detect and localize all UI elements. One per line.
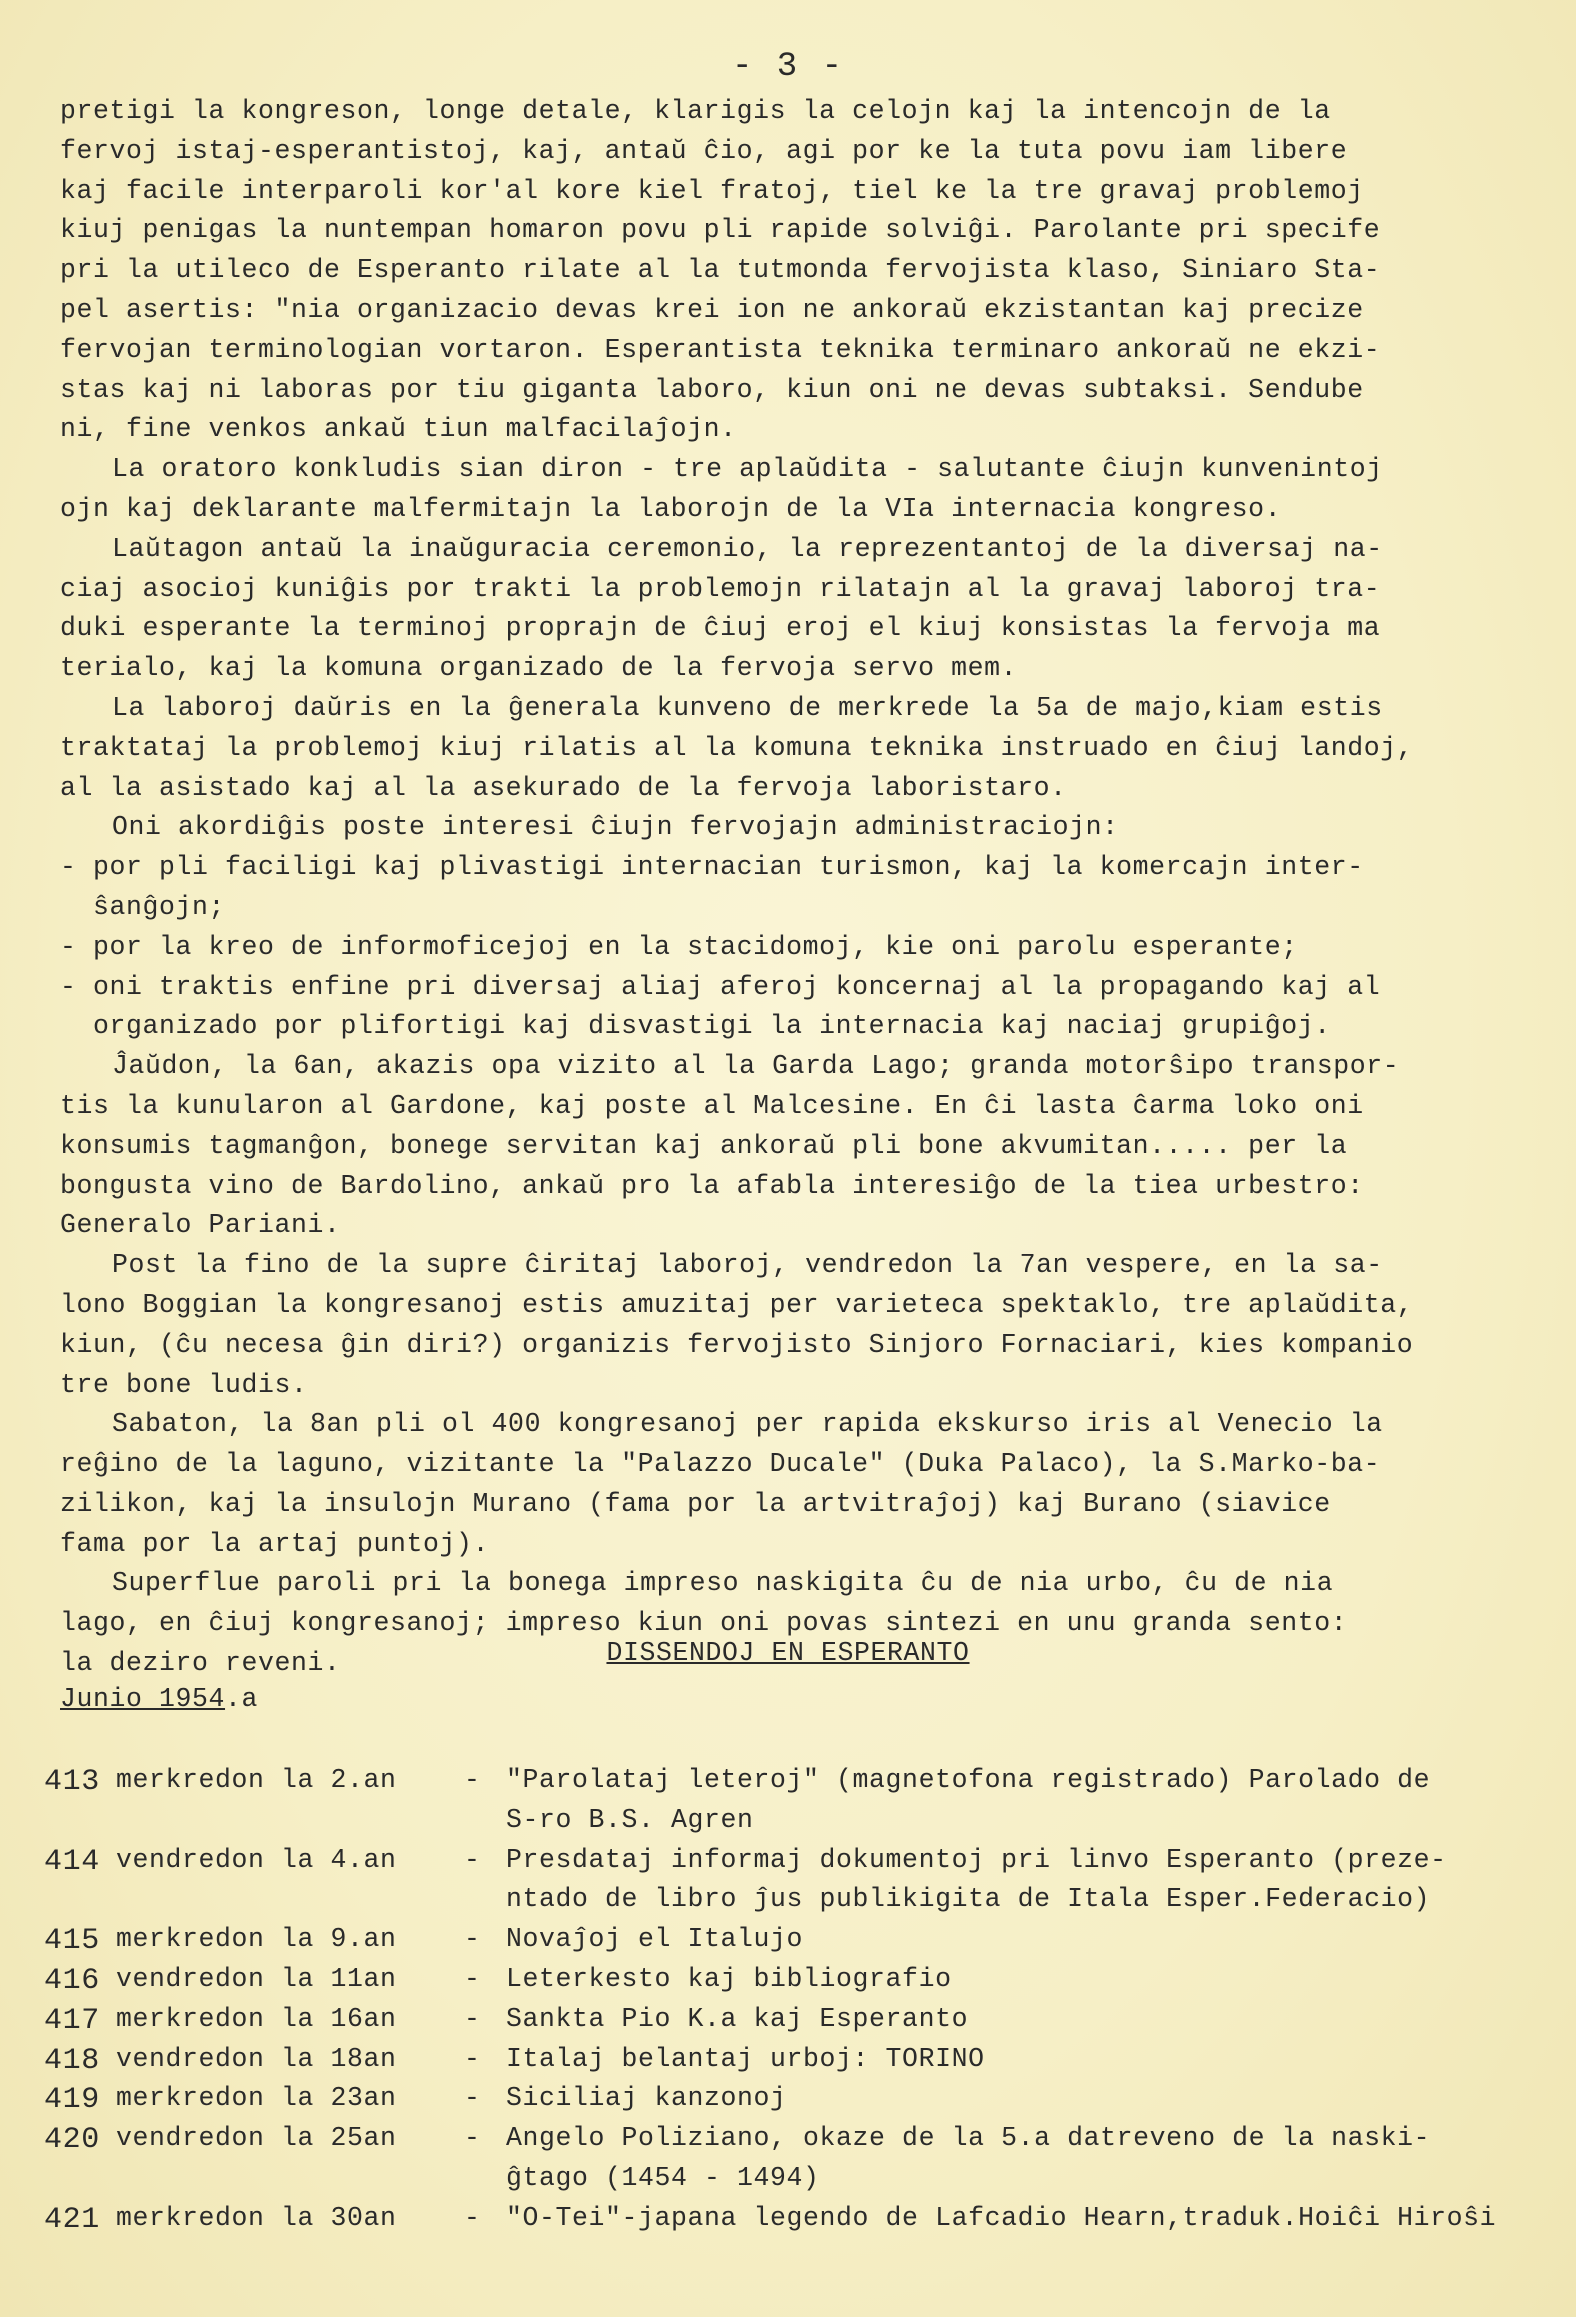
text-line: duki esperante la terminoj proprajn de ĉiuj eroj el kiuj konsistas la fervoja ma — [60, 613, 1381, 644]
schedule-title-continuation: ĝtago (1454 - 1494) — [506, 2162, 820, 2193]
schedule-title: Presdataj informaj dokumentoj pri linvo Esperanto (preze- — [506, 1844, 1447, 1875]
schedule-dash: - — [464, 2202, 481, 2233]
schedule-row — [44, 2083, 1524, 2123]
schedule-number: 421 — [44, 2202, 100, 2237]
schedule-title: Italaj belantaj urboj: TORINO — [506, 2043, 985, 2074]
schedule-dash: - — [464, 2003, 481, 2034]
text-line: ciaj asocioj kuniĝis por trakti la problemojn rilatajn al la gravaj laboroj tra- — [60, 573, 1381, 604]
schedule-title-continuation: ntado de libro ĵus publikigita de Itala Esper.Federacio) — [506, 1884, 1431, 1915]
schedule-title: "O-Tei"-japana legendo de Lafcadio Hearn,traduk.Hoiĉi Hiroŝi — [506, 2202, 1497, 2233]
month-label — [60, 1684, 258, 1714]
text-line: fervoj istaj-esperantistoj, kaj, antaŭ ĉio, agi por ke la tuta povu iam libere — [60, 135, 1348, 166]
text-line: pretigi la kongreson, longe detale, klarigis la celojn kaj la intencojn de la — [60, 96, 1331, 126]
text-line: Generalo Pariani. — [60, 1210, 341, 1241]
text-line: pel asertis: "nia organizacio devas krei ion ne ankoraŭ ekzistantan kaj precize — [60, 294, 1364, 325]
schedule-title: Leterkesto kaj bibliografio — [506, 1963, 952, 1994]
text-line: Superflue paroli pri la bonega impreso naskigita ĉu de nia urbo, ĉu de nia — [112, 1568, 1334, 1599]
month-suffix: .a — [225, 1684, 259, 1714]
text-line: ŝanĝojn; — [60, 891, 226, 922]
text-line: - por pli faciligi kaj plivastigi internacian turismon, kaj la komercajn inter- — [60, 852, 1364, 883]
schedule-dash: - — [464, 1765, 481, 1795]
text-line: al la asistado kaj al la asekurado de la fervoja laboristaro. — [60, 772, 1067, 803]
text-line: bongusta vino de Bardolino, ankaŭ pro la afabla interesiĝo de la tiea urbestro: — [60, 1170, 1364, 1201]
text-line: - oni traktis enfine pri diversaj aliaj aferoj koncernaj al la propagando kaj al — [60, 971, 1381, 1002]
schedule-day: merkredon la 16an — [116, 2003, 397, 2034]
broadcast-schedule — [44, 1765, 1524, 2243]
text-line: konsumis tagmanĝon, bonege servitan kaj ankoraŭ pli bone akvumitan..... per la — [60, 1130, 1348, 1161]
text-line: lono Boggian la kongresanoj estis amuzitaj per varieteca spektaklo, tre aplaŭdita, — [60, 1289, 1414, 1320]
page-number: - 3 - — [731, 48, 845, 86]
text-line: fama por la artaj puntoj). — [60, 1528, 490, 1559]
schedule-row-continuation — [44, 1884, 1524, 1924]
schedule-row-continuation — [44, 2163, 1524, 2203]
schedule-dash: - — [464, 2123, 481, 2154]
text-line: lago, en ĉiuj kongresanoj; impreso kiun oni povas sintezi en unu granda sento: — [60, 1608, 1348, 1639]
month-name: Junio 1954 — [60, 1684, 226, 1714]
schedule-row — [44, 2203, 1524, 2243]
schedule-day: merkredon la 9.an — [116, 1924, 397, 1955]
text-line: zilikon, kaj la insulojn Murano (fama por la artvitraĵoj) kaj Burano (siavice — [60, 1488, 1331, 1519]
schedule-day: merkredon la 2.an — [116, 1765, 397, 1795]
schedule-row — [44, 1845, 1524, 1885]
schedule-dash: - — [464, 2043, 481, 2074]
schedule-title: "Parolataj leteroj" (magnetofona registrado) Parolado de — [506, 1765, 1431, 1795]
text-line: ojn kaj deklarante malfermitajn la laborojn de la VIa internacia kongreso. — [60, 493, 1282, 524]
schedule-number: 416 — [44, 1963, 100, 1998]
article-body — [60, 92, 1510, 1684]
schedule-title: Sankta Pio K.a kaj Esperanto — [506, 2003, 969, 2034]
text-line: Sabaton, la 8an pli ol 400 kongresanoj per rapida ekskurso iris al Venecio la — [112, 1409, 1383, 1440]
text-line: La laboroj daŭris en la ĝenerala kunveno de merkrede la 5a de majo,kiam estis — [112, 692, 1383, 723]
text-line: Ĵaŭdon, la 6an, akazis opa vizito al la Garda Lago; granda motorŝipo transpor- — [112, 1051, 1400, 1082]
schedule-number: 418 — [44, 2043, 100, 2078]
text-line: - por la kreo de informoficejoj en la stacidomoj, kie oni parolu esperante; — [60, 931, 1298, 962]
schedule-row-continuation — [44, 1805, 1524, 1845]
schedule-row — [44, 1765, 1524, 1805]
text-line: kiuj penigas la nuntempan homaron povu pli rapide solviĝi. Parolante pri specife — [60, 215, 1381, 246]
schedule-day: merkredon la 23an — [116, 2083, 397, 2114]
schedule-number: 415 — [44, 1924, 100, 1959]
schedule-number: 420 — [44, 2123, 100, 2158]
schedule-title: Angelo Poliziano, okaze de la 5.a datreveno de la naski- — [506, 2123, 1431, 2154]
text-line: Laŭtagon antaŭ la inaŭguracia ceremonio, la reprezentantoj de la diversaj na- — [112, 533, 1383, 564]
schedule-day: vendredon la 4.an — [116, 1844, 397, 1875]
text-line: traktataj la problemoj kiuj rilatis al la komuna teknika instruado en ĉiuj landoj, — [60, 732, 1414, 763]
text-line: pri la utileco de Esperanto rilate al la tutmonda fervojista klaso, Siniaro Sta- — [60, 255, 1381, 286]
schedule-dash: - — [464, 1924, 481, 1955]
schedule-row — [44, 2123, 1524, 2163]
text-line: kiun, (ĉu necesa ĝin diri?) organizis fervojisto Sinjoro Fornaciari, kies kompanio — [60, 1329, 1414, 1360]
text-line: Post la fino de la supre ĉiritaj laboroj, vendredon la 7an vespere, en la sa- — [112, 1250, 1383, 1281]
schedule-number: 419 — [44, 2083, 100, 2118]
schedule-dash: - — [464, 1844, 481, 1875]
schedule-day: merkredon la 30an — [116, 2202, 397, 2233]
text-line: stas kaj ni laboras por tiu giganta laboro, kiun oni ne devas subtaksi. Sendube — [60, 374, 1364, 405]
text-line: kaj facile interparoli kor'al kore kiel fratoj, tiel ke la tre gravaj problemoj — [60, 175, 1364, 206]
schedule-day: vendredon la 11an — [116, 1963, 397, 1994]
schedule-row — [44, 1924, 1524, 1964]
text-line: tre bone ludis. — [60, 1369, 308, 1400]
text-line: Oni akordiĝis poste interesi ĉiujn fervojajn administraciojn: — [112, 812, 1119, 843]
text-line: tis la kunularon al Gardone, kaj poste al Malcesine. En ĉi lasta ĉarma loko oni — [60, 1090, 1364, 1121]
schedule-dash: - — [464, 2083, 481, 2114]
text-line: ni, fine venkos ankaŭ tiun malfacilaĵojn. — [60, 414, 737, 445]
schedule-number: 413 — [44, 1765, 100, 1799]
schedule-day: vendredon la 25an — [116, 2123, 397, 2154]
text-line: reĝino de la laguno, vizitante la "Palazzo Ducale" (Duka Palaco), la S.Marko-ba- — [60, 1449, 1381, 1480]
schedule-row — [44, 2004, 1524, 2044]
schedule-row — [44, 1964, 1524, 2004]
schedule-row — [44, 2044, 1524, 2084]
schedule-title: Novaĵoj el Italujo — [506, 1924, 804, 1955]
text-line: terialo, kaj la komuna organizado de la fervoja servo mem. — [60, 653, 1018, 684]
section-heading: DISSENDOJ EN ESPERANTO — [606, 1638, 970, 1668]
schedule-day: vendredon la 18an — [116, 2043, 397, 2074]
schedule-dash: - — [464, 1963, 481, 1994]
text-line: organizado por plifortigi kaj disvastigi la internacia kaj naciaj grupiĝoj. — [60, 1011, 1331, 1042]
schedule-number: 414 — [44, 1844, 100, 1879]
text-line: fervojan terminologian vortaron. Esperantista teknika terminaro ankoraŭ ne ekzi- — [60, 334, 1381, 365]
schedule-number: 417 — [44, 2003, 100, 2038]
schedule-title: Siciliaj kanzonoj — [506, 2083, 787, 2114]
text-line: La oratoro konkludis sian diron - tre aplaŭdita - salutante ĉiujn kunvenintoj — [112, 454, 1383, 485]
schedule-title-continuation: S-ro B.S. Agren — [506, 1804, 754, 1835]
text-line: la deziro reveni. — [60, 1648, 341, 1679]
